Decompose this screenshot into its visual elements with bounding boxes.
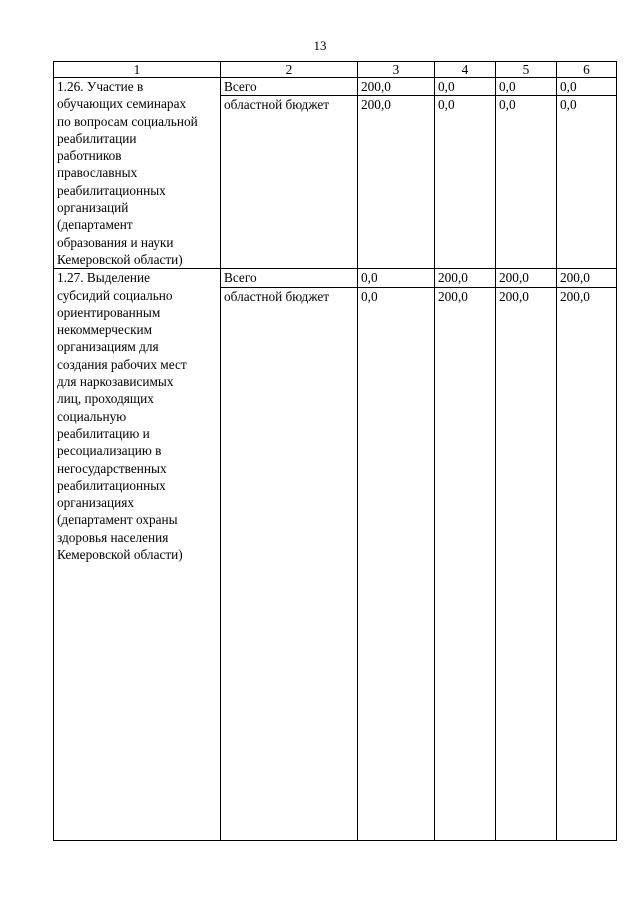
funding-source-label: Всего bbox=[221, 78, 358, 96]
measure-description: 1.26. Участие в обучающих семинарах по вопросам социальной реабилитации работников православных реабилитационных организаций (департамент образования и науки Кемеровской области) bbox=[54, 78, 221, 269]
table-cell: 200,0 bbox=[435, 269, 496, 287]
table-cell: 0,0 bbox=[496, 96, 557, 269]
table-row bbox=[54, 78, 617, 96]
column-header: 3 bbox=[358, 62, 435, 78]
measure-description: 1.27. Выделение субсидий социально ориентированным некоммерческим организациям для создания рабочих мест для наркозависимых лиц, проходящих социальную реабилитацию и ресоциализацию в негосударственных реабилитационных организациях (департамент охраны здоровья населения Кемеровской области) bbox=[54, 269, 221, 840]
table-cell: 200,0 bbox=[358, 96, 435, 269]
table-cell: 0,0 bbox=[557, 96, 617, 269]
funding-source-label: Всего bbox=[221, 269, 358, 287]
table-cell: 200,0 bbox=[358, 78, 435, 96]
column-header: 5 bbox=[496, 62, 557, 78]
funding-source-label: областной бюджет bbox=[221, 96, 358, 269]
funding-source-label: областной бюджет bbox=[221, 287, 358, 840]
table-row bbox=[54, 269, 617, 287]
table-cell: 200,0 bbox=[496, 269, 557, 287]
column-header: 2 bbox=[221, 62, 358, 78]
table-cell: 200,0 bbox=[435, 287, 496, 840]
table-cell: 0,0 bbox=[358, 287, 435, 840]
table-cell: 0,0 bbox=[435, 96, 496, 269]
table-cell: 0,0 bbox=[496, 78, 557, 96]
table-cell: 0,0 bbox=[358, 269, 435, 287]
column-header: 4 bbox=[435, 62, 496, 78]
column-header: 6 bbox=[557, 62, 617, 78]
budget-table bbox=[53, 61, 617, 841]
page-number: 13 bbox=[313, 38, 327, 53]
table-header-row bbox=[54, 62, 617, 78]
table-cell: 0,0 bbox=[557, 78, 617, 96]
table-cell: 200,0 bbox=[496, 287, 557, 840]
table-cell: 200,0 bbox=[557, 269, 617, 287]
table-cell: 200,0 bbox=[557, 287, 617, 840]
column-header: 1 bbox=[54, 62, 221, 78]
table-cell: 0,0 bbox=[435, 78, 496, 96]
